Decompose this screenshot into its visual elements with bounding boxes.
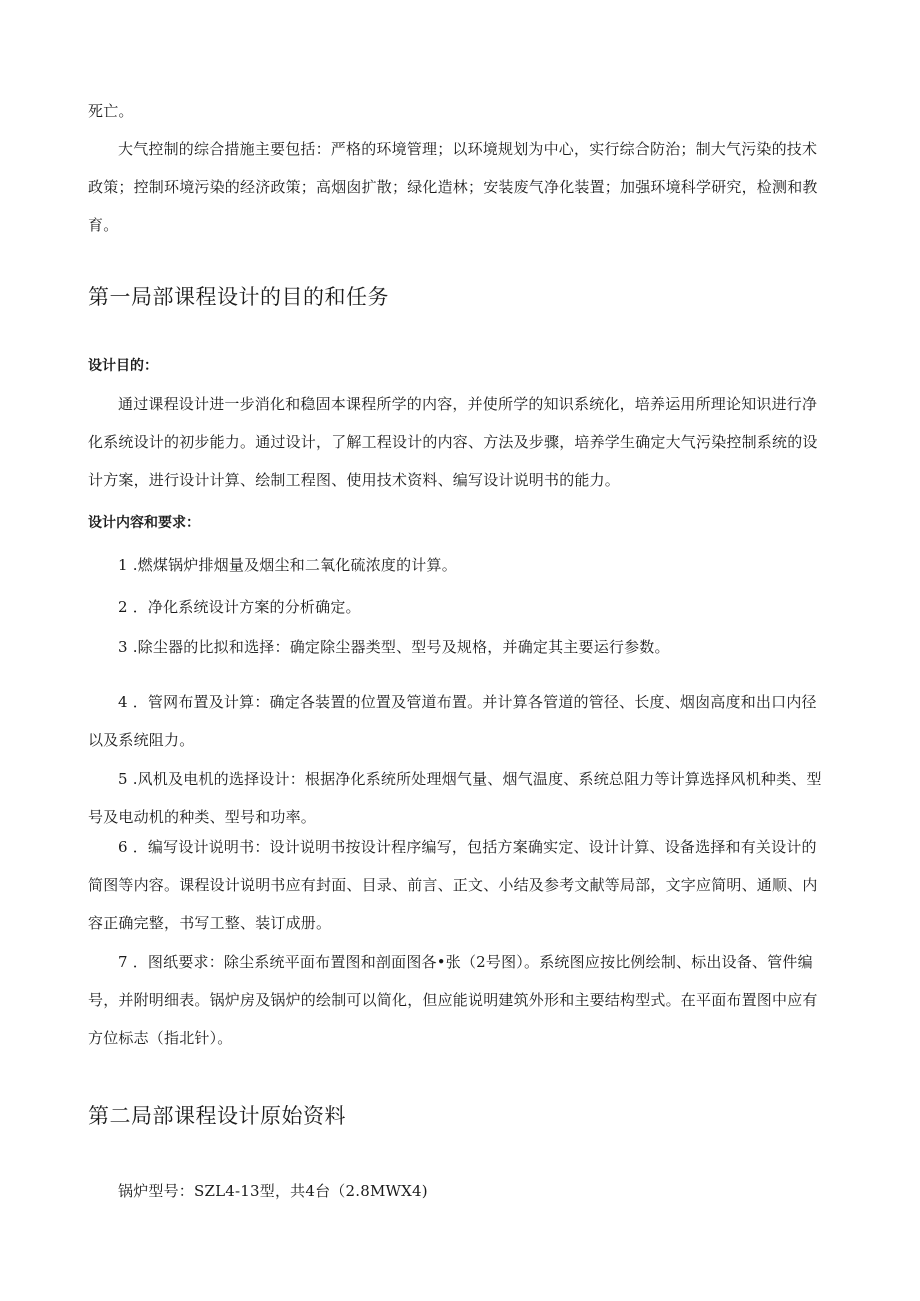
requirement-item-3: [88, 628, 824, 666]
item-text: .除尘器的比拟和选择：确定除尘器类型、型号及规格，并确定其主要运行参数。: [132, 638, 670, 656]
item-number: 2: [118, 598, 128, 616]
requirement-item-5: [88, 760, 824, 836]
item-number: 5: [118, 770, 128, 788]
item-number: 4: [118, 693, 128, 711]
requirement-item-1: [88, 546, 824, 584]
item-text: ．管网布置及计算：确定各装置的位置及管道布置。并计算各管道的管径、长度、烟囱高度和出口内径以及系统阻力。: [88, 693, 817, 749]
item-text: ．编写设计说明书：设计说明书按设计程序编写，包括方案确实定、设计计算、设备选择和有关设计的简图等内容。课程设计说明书应有封面、目录、前言、正文、小结及参考文献等局部，文字应简明、通顺、内容正确完整，书写工整、装订成册。: [88, 838, 818, 932]
item-text: .燃煤锅炉排烟量及烟尘和二氧化硫浓度的计算。: [132, 556, 457, 574]
item-text: ．净化系统设计方案的分析确定。: [132, 598, 361, 616]
intro-measures-paragraph: 大气控制的综合措施主要包括：严格的环境管理；以环境规划为中心，实行综合防治；制大气污染的技术政策；控制环境污染的经济政策；高烟囱扩散；绿化造林；安装废气净化装置；加强环境科学研究，检测和教育。: [88, 140, 818, 234]
item-number: 3: [118, 638, 128, 656]
purpose-label: 设计目的：: [88, 358, 158, 374]
content-label: 设计内容和要求：: [88, 515, 200, 531]
requirement-item-2: [88, 588, 824, 626]
requirement-item-4: [88, 683, 824, 759]
part2-heading: 第二局部课程设计原始资料: [88, 1104, 346, 1128]
requirement-item-7: [88, 943, 824, 1057]
requirement-item-6: [88, 828, 824, 942]
purpose-paragraph: 通过课程设计进一步消化和稳固本课程所学的内容，并使所学的知识系统化，培养运用所理论知识进行净化系统设计的初步能力。通过设计，了解工程设计的内容、方法及步骤，培养学生确定大气污染控制系统的设计方案，进行设计计算、绘制工程图、使用技术资料、编写设计说明书的能力。: [88, 395, 818, 489]
item-text: ．图纸要求：除尘系统平面布置图和剖面图各•张（2号图）。系统图应按比例绘制、标出设备、管件编号，并附明细表。锅炉房及锅炉的绘制可以简化，但应能说明建筑外形和主要结构型式。在平面布置图中应有方位标志（指北针）。: [88, 953, 818, 1047]
item-number: 7: [118, 953, 128, 971]
item-number: 6: [118, 838, 128, 856]
item-number: 1: [118, 556, 128, 574]
item-text: .风机及电机的选择设计：根据净化系统所处理烟气量、烟气温度、系统总阻力等计算选择风机种类、型号及电动机的种类、型号和功率。: [88, 770, 822, 826]
intro-continuation: 死亡。: [88, 102, 134, 120]
part1-heading: 第一局部课程设计的目的和任务: [88, 285, 389, 309]
boiler-model-line: 锅炉型号：SZL4-13型，共4台（2.8MWX4): [118, 1182, 428, 1200]
